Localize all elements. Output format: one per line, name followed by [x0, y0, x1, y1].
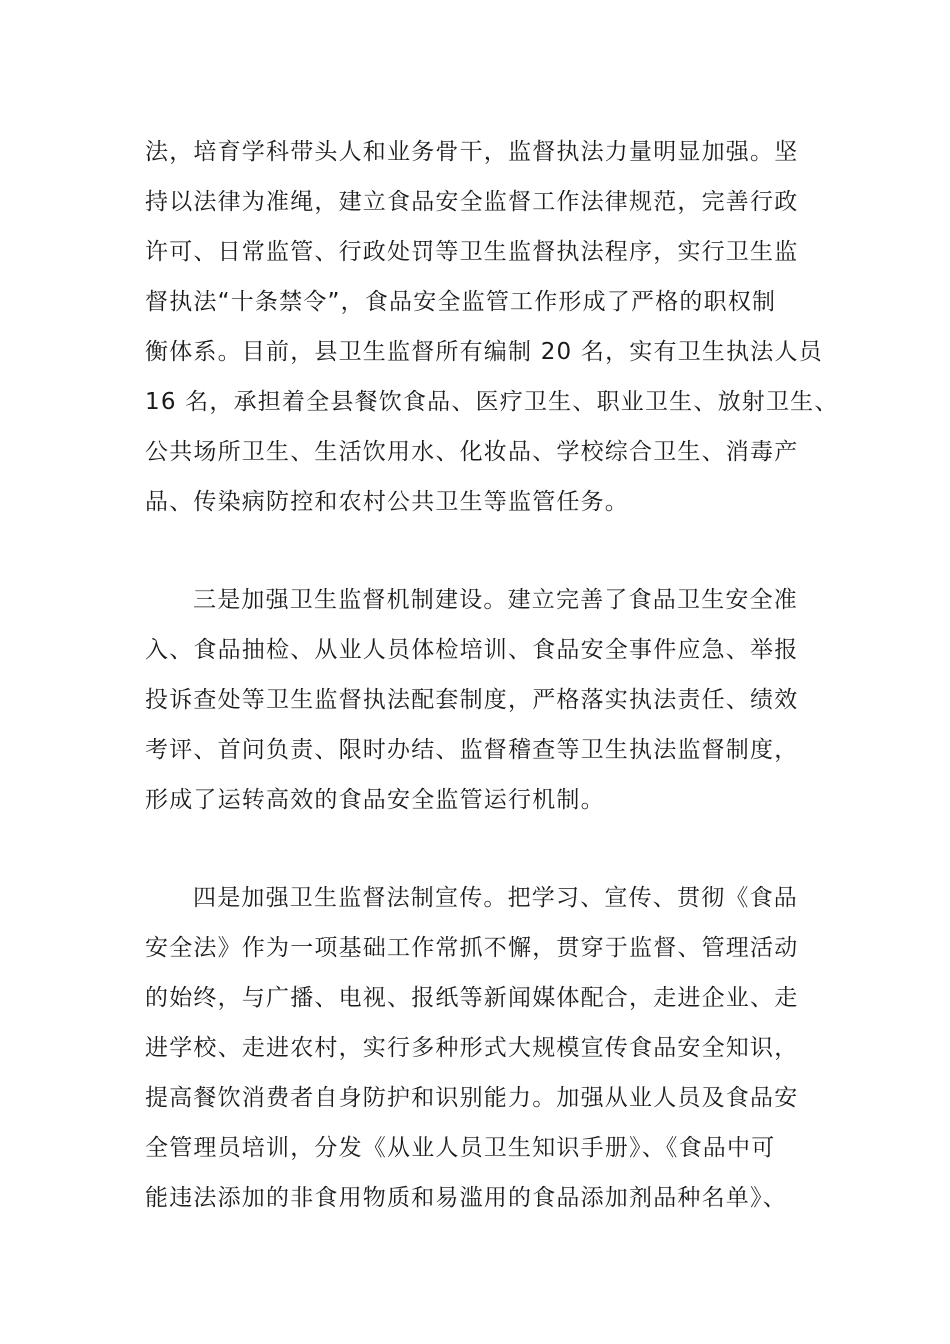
- paragraph-mechanism-building: [145, 575, 825, 825]
- text-line: 16 名，承担着全县餐饮食品、医疗卫生、职业卫生、放射卫生、: [145, 389, 839, 415]
- text-line: 公共场所卫生、生活饮用水、化妆品、学校综合卫生、消毒产: [145, 439, 799, 465]
- paragraph-supervision-force: [145, 127, 839, 527]
- text-line: 的始终，与广播、电视、报纸等新闻媒体配合，走进企业、走: [145, 985, 799, 1011]
- text-line: 品、传染病防控和农村公共卫生等监管任务。: [145, 489, 629, 515]
- text-line: 入、食品抽检、从业人员体检培训、食品安全事件应急、举报: [145, 637, 799, 663]
- text-line: 衡体系。目前，县卫生监督所有编制 20 名，实有卫生执法人员: [145, 339, 823, 365]
- text-line: 全管理员培训，分发《从业人员卫生知识手册》、《食品中可: [145, 1135, 776, 1161]
- text-line: 提高餐饮消费者自身防护和识别能力。加强从业人员及食品安: [145, 1085, 799, 1111]
- text-line: 四是加强卫生监督法制宣传。把学习、宣传、贯彻《食品: [193, 885, 798, 911]
- text-line: 形成了运转高效的食品安全监管运行机制。: [145, 787, 605, 813]
- text-line: 能违法添加的非食用物质和易滥用的食品添加剂品种名单》、: [145, 1185, 787, 1211]
- text-line: 许可、日常监管、行政处罚等卫生监督执法程序，实行卫生监: [145, 239, 799, 265]
- text-line: 进学校、走进农村，实行多种形式大规模宣传食品安全知识，: [145, 1035, 799, 1061]
- text-line: 投诉查处等卫生监督执法配套制度，严格落实执法责任、绩效: [145, 687, 799, 713]
- text-line: 三是加强卫生监督机制建设。建立完善了食品卫生安全准: [193, 587, 798, 613]
- text-line: 法，培育学科带头人和业务骨干，监督执法力量明显加强。坚: [145, 139, 799, 165]
- text-line: 持以法律为准绳，建立食品安全监督工作法律规范，完善行政: [145, 189, 799, 215]
- paragraph-legal-publicity: [145, 873, 825, 1223]
- text-line: 考评、首问负责、限时办结、监督稽查等卫生执法监督制度，: [145, 737, 799, 763]
- text-line: 督执法“十条禁令”，食品安全监管工作形成了严格的职权制: [145, 289, 777, 315]
- text-line: 安全法》作为一项基础工作常抓不懈，贯穿于监督、管理活动: [145, 935, 799, 961]
